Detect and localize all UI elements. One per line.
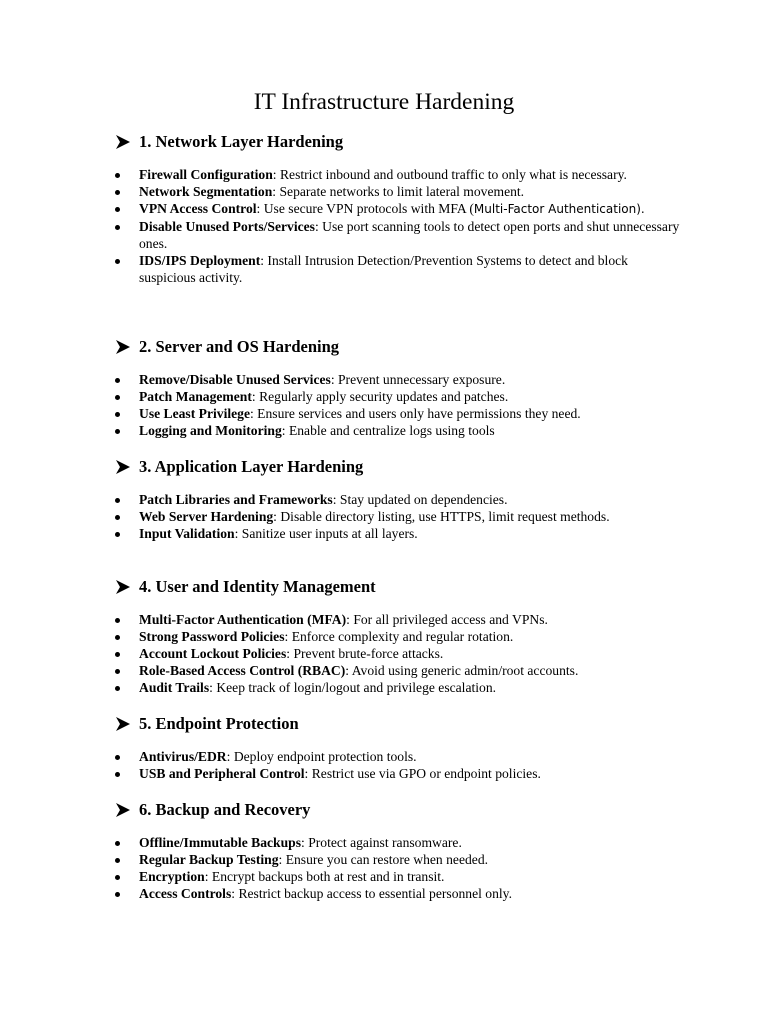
item-term: Use Least Privilege bbox=[139, 406, 250, 421]
item-separator: : bbox=[226, 749, 234, 764]
item-text: Disable directory listing, use HTTPS, limit request methods. bbox=[280, 509, 610, 524]
bullet-dot-icon bbox=[115, 412, 120, 417]
bullet-dot-icon bbox=[115, 259, 120, 264]
item-text: Restrict backup access to essential personnel only. bbox=[238, 886, 512, 901]
item-text: Prevent unnecessary exposure. bbox=[338, 372, 506, 387]
bullet-dot-icon bbox=[115, 652, 120, 657]
item-text: Protect against ransomware. bbox=[308, 835, 462, 850]
bullet-dot-icon bbox=[115, 686, 120, 691]
arrow-bullet-icon bbox=[116, 803, 130, 817]
section-6 bbox=[0, 799, 768, 902]
item-separator: : bbox=[314, 219, 323, 234]
item-separator: : bbox=[332, 492, 340, 507]
bullet-dot-icon bbox=[115, 892, 120, 897]
item-term: IDS/IPS Deployment bbox=[139, 253, 261, 268]
item-separator: : bbox=[272, 167, 280, 182]
bullet-list bbox=[0, 748, 768, 782]
list-item bbox=[0, 218, 684, 252]
bullet-list bbox=[0, 611, 768, 696]
section-heading bbox=[0, 799, 768, 823]
bullet-dot-icon bbox=[115, 875, 120, 880]
bullet-dot-icon bbox=[115, 207, 120, 212]
bullet-list bbox=[0, 834, 768, 902]
section-heading bbox=[0, 576, 768, 600]
arrow-bullet-icon bbox=[116, 460, 130, 474]
item-separator: : bbox=[281, 423, 289, 438]
item-term: Antivirus/EDR bbox=[139, 749, 227, 764]
section-heading bbox=[0, 131, 768, 155]
list-item bbox=[0, 200, 684, 218]
list-item bbox=[0, 868, 684, 885]
item-text: Separate networks to limit lateral movement. bbox=[279, 184, 525, 199]
item-term: Input Validation bbox=[139, 526, 235, 541]
item-term: Audit Trails bbox=[139, 680, 210, 695]
item-term: VPN Access Control bbox=[139, 201, 257, 216]
section-heading bbox=[0, 336, 768, 360]
section-2 bbox=[0, 336, 768, 439]
item-term: Remove/Disable Unused Services bbox=[139, 372, 331, 387]
arrow-bullet-icon bbox=[116, 135, 130, 149]
bullet-list bbox=[0, 491, 768, 542]
list-item bbox=[0, 388, 684, 405]
bullet-dot-icon bbox=[115, 378, 120, 383]
item-tail: ). bbox=[636, 202, 645, 216]
section-heading-text: 1. Network Layer Hardening bbox=[139, 132, 344, 151]
item-term: Regular Backup Testing bbox=[139, 852, 279, 867]
item-text: Restrict use via GPO or endpoint policies. bbox=[311, 766, 541, 781]
item-text: Avoid using generic admin/root accounts. bbox=[351, 663, 579, 678]
bullet-dot-icon bbox=[115, 841, 120, 846]
item-text: Enable and centralize logs using tools bbox=[288, 423, 495, 438]
list-item bbox=[0, 371, 684, 388]
bullet-dot-icon bbox=[115, 225, 120, 230]
item-separator: : bbox=[278, 852, 286, 867]
item-term: Logging and Monitoring bbox=[139, 423, 282, 438]
section-5 bbox=[0, 713, 768, 782]
item-separator: : bbox=[272, 184, 280, 199]
item-text: Ensure you can restore when needed. bbox=[285, 852, 489, 867]
item-separator: : bbox=[249, 406, 258, 421]
section-heading bbox=[0, 713, 768, 737]
item-separator: : bbox=[231, 886, 239, 901]
item-separator: : bbox=[330, 372, 338, 387]
bullet-dot-icon bbox=[115, 772, 120, 777]
section-3 bbox=[0, 456, 768, 542]
item-text: Use port scanning tools to detect open ports and shut unnecessary ones. bbox=[139, 219, 680, 251]
bullet-dot-icon bbox=[115, 190, 120, 195]
item-separator: : bbox=[273, 509, 281, 524]
item-separator: : bbox=[260, 253, 268, 268]
list-item bbox=[0, 183, 684, 200]
item-separator: : bbox=[256, 201, 264, 216]
bullet-dot-icon bbox=[115, 532, 120, 537]
list-item bbox=[0, 166, 684, 183]
section-heading-text: 2. Server and OS Hardening bbox=[139, 337, 340, 356]
list-item bbox=[0, 405, 684, 422]
item-text: Ensure services and users only have permissions they need. bbox=[257, 406, 581, 421]
bullet-dot-icon bbox=[115, 858, 120, 863]
section-heading-text: 6. Backup and Recovery bbox=[139, 800, 311, 819]
item-term: Network Segmentation bbox=[139, 184, 273, 199]
document-title: IT Infrastructure Hardening bbox=[253, 89, 515, 115]
item-term: Patch Management bbox=[139, 389, 252, 404]
list-item bbox=[0, 611, 684, 628]
arrow-bullet-icon bbox=[116, 340, 130, 354]
bullet-dot-icon bbox=[115, 498, 120, 503]
item-term: Web Server Hardening bbox=[139, 509, 274, 524]
item-text: Deploy endpoint protection tools. bbox=[233, 749, 417, 764]
item-text: Sanitize user inputs at all layers. bbox=[241, 526, 418, 541]
item-text: Stay updated on dependencies. bbox=[339, 492, 508, 507]
list-item bbox=[0, 628, 684, 645]
item-separator: : bbox=[346, 612, 354, 627]
list-item bbox=[0, 508, 684, 525]
list-item bbox=[0, 765, 684, 782]
item-separator: : bbox=[304, 766, 312, 781]
section-1 bbox=[0, 131, 768, 286]
item-term: USB and Peripheral Control bbox=[139, 766, 305, 781]
item-text: Install Intrusion Detection/Prevention Systems to detect and block suspicious activity. bbox=[139, 253, 628, 285]
item-term: Encryption bbox=[139, 869, 205, 884]
bullet-dot-icon bbox=[115, 618, 120, 623]
list-item bbox=[0, 525, 684, 542]
item-separator: : bbox=[251, 389, 260, 404]
item-text: Regularly apply security updates and patches. bbox=[259, 389, 509, 404]
item-text: Use secure VPN protocols with MFA ( bbox=[263, 201, 474, 216]
list-item bbox=[0, 252, 684, 286]
item-text: Prevent brute-force attacks. bbox=[293, 646, 444, 661]
list-item bbox=[0, 748, 684, 765]
arrow-bullet-icon bbox=[116, 717, 130, 731]
item-term: Role-Based Access Control (RBAC) bbox=[139, 663, 346, 678]
bullet-dot-icon bbox=[115, 755, 120, 760]
bullet-list bbox=[0, 371, 768, 439]
item-text: Keep track of login/logout and privilege escalation. bbox=[216, 680, 497, 695]
list-item bbox=[0, 645, 684, 662]
item-term: Access Controls bbox=[139, 886, 232, 901]
item-extra: Multi-Factor Authentication bbox=[473, 202, 637, 216]
bullet-dot-icon bbox=[115, 515, 120, 520]
bullet-dot-icon bbox=[115, 635, 120, 640]
bullet-list bbox=[0, 166, 768, 286]
item-text: Encrypt backups both at rest and in transit. bbox=[211, 869, 445, 884]
list-item bbox=[0, 422, 684, 439]
item-term: Account Lockout Policies bbox=[139, 646, 287, 661]
item-separator: : bbox=[284, 629, 292, 644]
section-heading-text: 3. Application Layer Hardening bbox=[139, 457, 364, 476]
item-text: Restrict inbound and outbound traffic to only what is necessary. bbox=[279, 167, 627, 182]
list-item bbox=[0, 679, 684, 696]
item-separator: : bbox=[345, 663, 352, 678]
item-separator: : bbox=[286, 646, 294, 661]
item-separator: : bbox=[301, 835, 309, 850]
bullet-dot-icon bbox=[115, 669, 120, 674]
bullet-dot-icon bbox=[115, 173, 120, 178]
list-item bbox=[0, 834, 684, 851]
item-separator: : bbox=[204, 869, 212, 884]
item-text: Enforce complexity and regular rotation. bbox=[291, 629, 514, 644]
list-item bbox=[0, 491, 684, 508]
section-4 bbox=[0, 576, 768, 696]
item-term: Offline/Immutable Backups bbox=[139, 835, 302, 850]
section-heading bbox=[0, 456, 768, 480]
list-item bbox=[0, 885, 684, 902]
item-separator: : bbox=[209, 680, 217, 695]
item-term: Strong Password Policies bbox=[139, 629, 285, 644]
item-term: Multi-Factor Authentication (MFA) bbox=[139, 612, 347, 627]
item-term: Firewall Configuration bbox=[139, 167, 273, 182]
item-separator: : bbox=[234, 526, 242, 541]
item-text: For all privileged access and VPNs. bbox=[353, 612, 548, 627]
list-item bbox=[0, 662, 684, 679]
item-term: Disable Unused Ports/Services bbox=[139, 219, 315, 234]
arrow-bullet-icon bbox=[116, 580, 130, 594]
section-heading-text: 5. Endpoint Protection bbox=[139, 714, 299, 733]
list-item bbox=[0, 851, 684, 868]
item-term: Patch Libraries and Frameworks bbox=[139, 492, 333, 507]
section-heading-text: 4. User and Identity Management bbox=[139, 577, 376, 596]
bullet-dot-icon bbox=[115, 429, 120, 434]
bullet-dot-icon bbox=[115, 395, 120, 400]
